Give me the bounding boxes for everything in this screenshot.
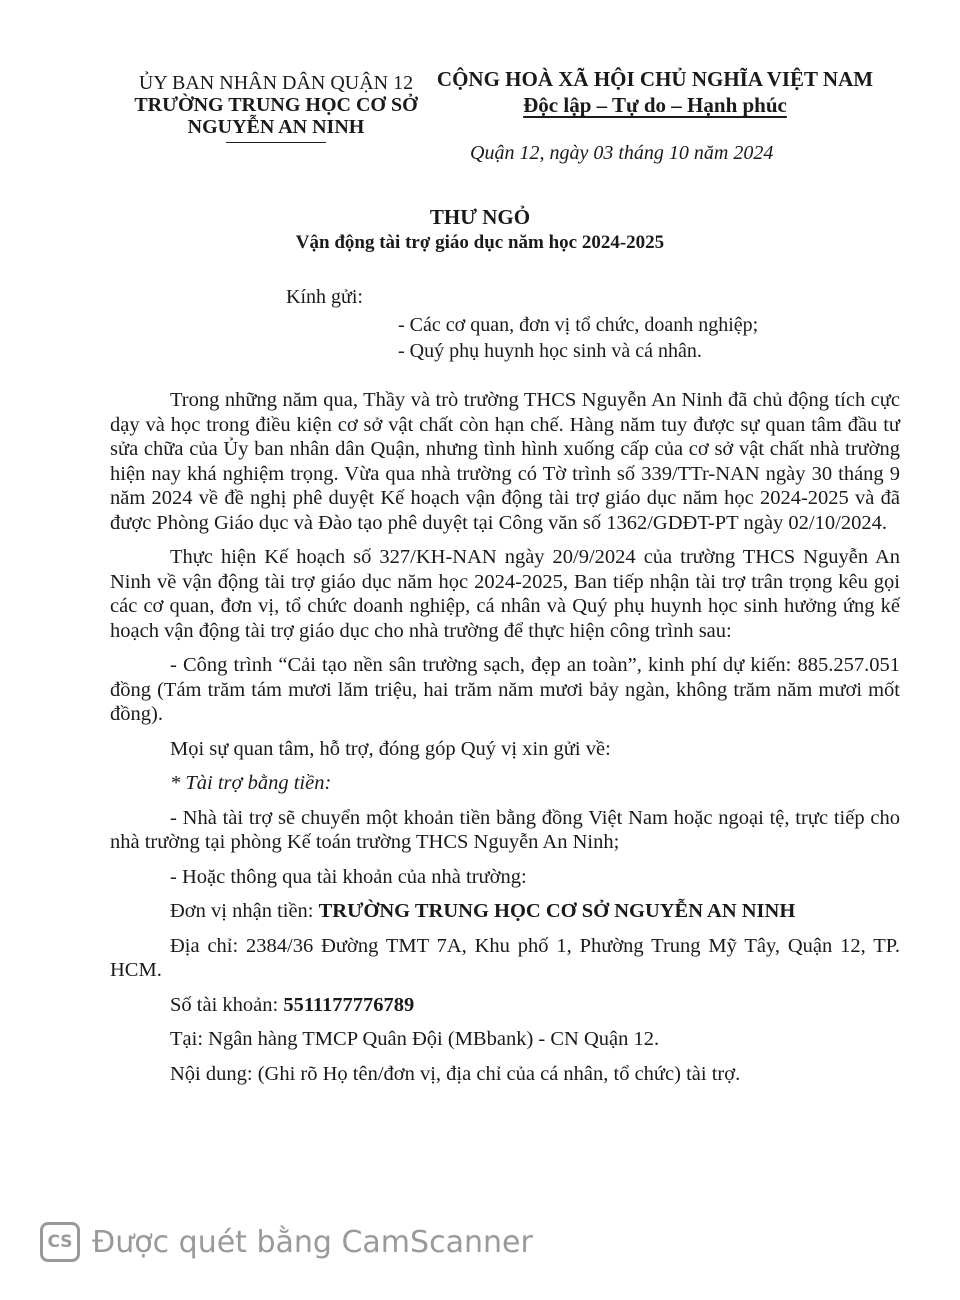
letter-title: THƯ NGỎ xyxy=(429,205,531,229)
camscanner-text: Được quét bằng CamScanner xyxy=(92,1224,533,1260)
camscanner-watermark xyxy=(40,1222,533,1262)
address: Địa chỉ: 2384/36 Đường TMT 7A, Khu phố 1, Phường Trung Mỹ Tây, Quận 12, TP. HCM. xyxy=(110,934,900,981)
national-motto: Độc lập – Tự do – Hạnh phúc xyxy=(523,93,787,117)
bank-name: Tại: Ngân hàng TMCP Quân Đội (MBbank) - CN Quận 12. xyxy=(170,1028,660,1050)
paragraph-call: Thực hiện Kế hoạch số 327/KH-NAN ngày 20/9/2024 của trường THCS Nguyễn An Ninh về vận động tài trợ giáo dục năm học 2024-2025, Ban tiếp nhận tài trợ trân trọng kêu gọi các cơ quan, đơn vị, tổ chức doanh nghiệp, cá nhân và Quý phụ huynh học sinh hưởng ứng kế hoạch vận động tài trợ giáo dục cho nhà trường để thực hiện công trình sau: xyxy=(110,546,900,642)
letter-body xyxy=(110,388,900,1096)
letter-subtitle: Vận động tài trợ giáo dục năm học 2024-2025 xyxy=(295,232,665,253)
account-label: Số tài khoản: xyxy=(170,993,284,1016)
national-header xyxy=(420,66,890,118)
recipient-item: - Quý phụ huynh học sinh và cá nhân. xyxy=(398,340,702,362)
transfer-content-note: Nội dung: (Ghi rõ Họ tên/đơn vị, địa chỉ của cá nhân, tổ chức) tài trợ. xyxy=(170,1062,741,1085)
authority-underline xyxy=(226,142,326,143)
paragraph-bank-transfer: - Hoặc thông qua tài khoản của nhà trường: xyxy=(170,865,527,888)
account-value: 5511177776789 xyxy=(283,993,415,1016)
recipient-unit xyxy=(110,899,900,924)
recipient-unit-label: Đơn vị nhận tiền: xyxy=(170,900,319,922)
authority-line-3: NGUYỄN AN NINH xyxy=(187,116,365,138)
greeting: Kính gửi: xyxy=(286,286,363,308)
recipient-item: - Các cơ quan, đơn vị tổ chức, doanh nghiệp; xyxy=(398,314,759,336)
letter-title-block xyxy=(0,204,960,256)
nation-title: CỘNG HOÀ XÃ HỘI CHỦ NGHĨA VIỆT NAM xyxy=(436,67,874,91)
paragraph-project: - Công trình “Cải tạo nền sân trường sạch, đẹp an toàn”, kinh phí dự kiến: 885.257.051 đồng (Tám trăm tám mươi lăm triệu, hai trăm năm mươi bảy ngàn, không trăm năm mươi mốt đồng). xyxy=(110,654,900,725)
paragraph-direct-transfer: - Nhà tài trợ sẽ chuyển một khoản tiền bằng đồng Việt Nam hoặc ngoại tệ, trực tiếp cho nhà trường tại phòng Kế toán trường THCS Nguyễn An Ninh; xyxy=(110,806,900,853)
issuing-authority xyxy=(96,72,456,143)
camscanner-icon: CS xyxy=(40,1222,80,1262)
authority-line-1: ỦY BAN NHÂN DÂN QUẬN 12 xyxy=(138,72,414,94)
authority-line-2: TRƯỜNG TRUNG HỌC CƠ SỞ xyxy=(134,94,418,116)
paragraph-context: Trong những năm qua, Thầy và trò trường THCS Nguyễn An Ninh đã chủ động tích cực dạy và học trong điều kiện cơ sở vật chất còn hạn chế. Hàng năm tuy được sự quan tâm đầu tư sửa chữa của Ủy ban nhân dân Quận, nhưng tình hình xuống cấp của cơ sở vật chất nhà trường hiện nay khá nghiệm trọng. Vừa qua nhà trường có Tờ trình số 339/TTr-NAN ngày 30 tháng 9 năm 2024 về đề nghị phê duyệt Kế hoạch vận động tài trợ giáo dục năm học 2024-2025 và đã được Phòng Giáo dục và Đào tạo phê duyệt tại Công văn số 1362/GDĐT-PT ngày 02/10/2024. xyxy=(110,389,900,534)
cash-heading: * Tài trợ bằng tiền: xyxy=(170,772,332,794)
account-number xyxy=(110,993,900,1018)
recipient-unit-value: TRƯỜNG TRUNG HỌC CƠ SỞ NGUYỄN AN NINH xyxy=(318,900,796,922)
paragraph-send-to: Mọi sự quan tâm, hỗ trợ, đóng góp Quý vị xin gửi về: xyxy=(170,737,611,760)
date-line: Quận 12, ngày 03 tháng 10 năm 2024 xyxy=(470,142,774,164)
